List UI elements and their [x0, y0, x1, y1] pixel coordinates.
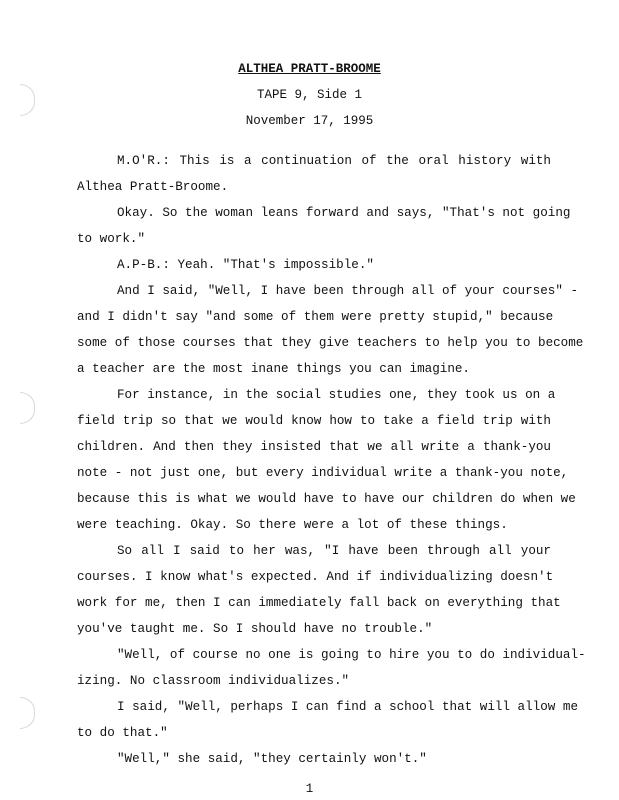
page-number: 1	[305, 782, 314, 796]
tape-label: TAPE 9, Side 1	[256, 88, 363, 102]
text-line: A.P-B.: Yeah. "That's impossible."	[117, 258, 374, 272]
text-line: So all I said to her was, "I have been through all your	[117, 544, 551, 558]
text-line: to do that."	[77, 726, 168, 740]
text-line: And I said, "Well, I have been through all of your courses" -	[117, 284, 579, 298]
text-line: children. And then they insisted that we all write a thank-you	[77, 440, 551, 454]
text-line: "Well, of course no one is going to hire you to do individual-	[117, 648, 586, 662]
text-line: note - not just one, but every individual write a thank-you note,	[77, 466, 569, 480]
text-line: some of those courses that they give teachers to help you to become	[77, 336, 584, 350]
document-date: November 17, 1995	[245, 114, 374, 128]
text-line: "Well," she said, "they certainly won't."	[117, 752, 427, 766]
hole-punch-mark	[20, 392, 35, 424]
text-line: and I didn't say "and some of them were pretty stupid," because	[77, 310, 554, 324]
text-line: because this is what we would have to have our children do when we	[77, 492, 576, 506]
text-line: a teacher are the most inane things you can imagine.	[77, 362, 470, 376]
text-line: Okay. So the woman leans forward and says, "That's not going	[117, 206, 571, 220]
text-line: I said, "Well, perhaps I can find a school that will allow me	[117, 700, 579, 714]
text-line: courses. I know what's expected. And if individualizing doesn't	[77, 570, 554, 584]
text-line: were teaching. Okay. So there were a lot of these things.	[77, 518, 508, 532]
hole-punch-mark	[20, 697, 35, 729]
text-line: work for me, then I can immediately fall back on everything that	[77, 596, 561, 610]
text-line: Althea Pratt-Broome.	[77, 180, 229, 194]
text-line: to work."	[77, 232, 146, 246]
text-line: izing. No classroom individualizes."	[77, 674, 350, 688]
document-title: ALTHEA PRATT-BROOME	[238, 62, 381, 76]
text-line: M.O'R.: This is a continuation of the oral history with	[117, 154, 551, 168]
text-line: you've taught me. So I should have no trouble."	[77, 622, 433, 636]
text-line: field trip so that we would know how to take a field trip with	[77, 414, 551, 428]
text-line: For instance, in the social studies one, they took us on a	[117, 388, 556, 402]
